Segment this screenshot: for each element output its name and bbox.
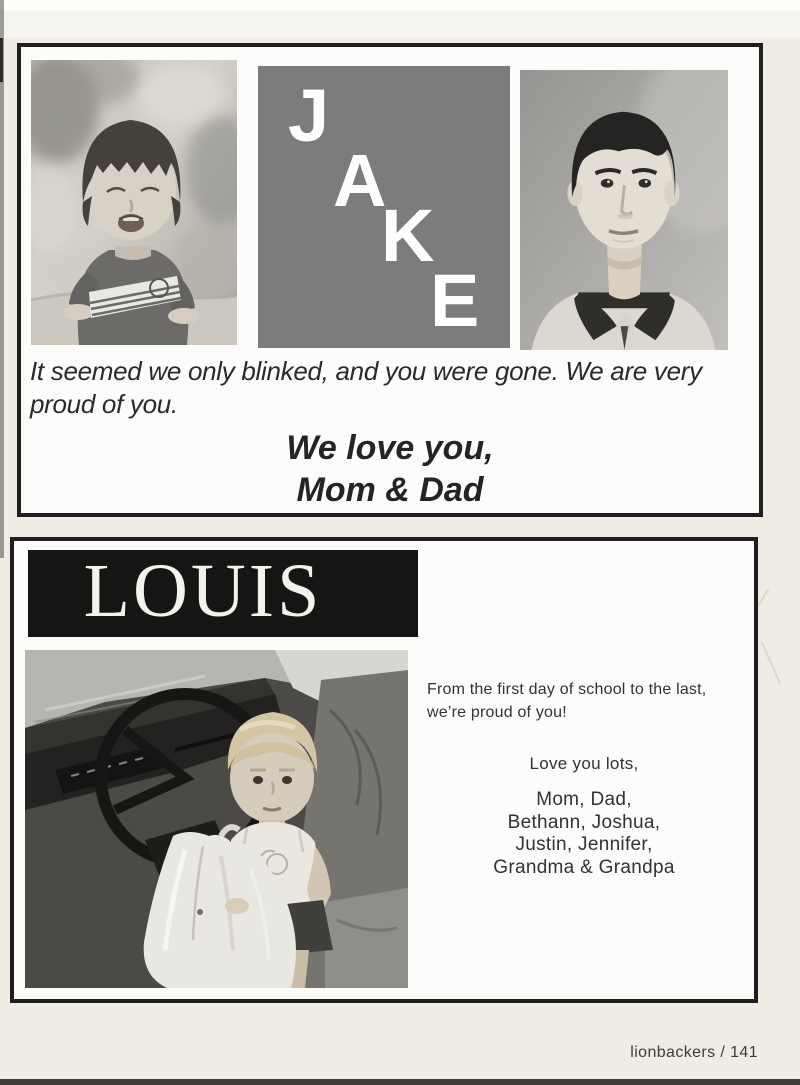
louis-text-block <box>419 678 749 879</box>
jake-closing-line-2: Mom & Dad <box>296 471 484 509</box>
jake-baby-photo <box>31 60 237 345</box>
jake-letter-j: J <box>288 74 330 157</box>
jake-name-box <box>258 66 510 348</box>
jake-closing <box>21 427 759 511</box>
jake-message-line-2: proud of you. <box>30 389 178 419</box>
scan-artifact-scratch <box>761 642 782 685</box>
louis-salutation: Love you lots, <box>529 754 639 773</box>
jake-letter-e: E <box>430 259 480 342</box>
louis-car-photo-illustration <box>25 650 408 988</box>
louis-message <box>419 678 749 724</box>
jake-senior-photo <box>520 70 728 350</box>
louis-name-banner <box>28 550 418 637</box>
jake-letter-a: A <box>333 139 387 222</box>
scan-artifact-top-strip <box>0 0 800 11</box>
jake-message <box>30 355 754 421</box>
scan-artifact-bottom-edge <box>0 1079 800 1085</box>
louis-family-line-2: Bethann, Joshua, <box>507 811 661 833</box>
louis-family-line-1: Mom, Dad, <box>536 789 632 810</box>
louis-car-photo <box>25 650 408 988</box>
louis-ad-frame <box>10 537 758 1003</box>
jake-letter-k: K <box>381 194 435 277</box>
louis-message-line-1: From the first day of school to the last, <box>427 681 707 698</box>
scan-artifact-left-notch <box>0 38 3 82</box>
jake-baby-photo-illustration <box>31 60 237 345</box>
louis-family-names <box>419 789 749 879</box>
page-footer: lionbackers / 141 <box>630 1044 758 1061</box>
jake-message-line-1: It seemed we only blinked, and you were gone. We are very <box>30 356 702 386</box>
louis-family-line-4: Grandma & Grandpa <box>493 856 675 878</box>
jake-ad-frame <box>17 43 763 517</box>
jake-closing-line-1: We love you, <box>286 429 494 467</box>
louis-message-line-2: we’re proud of you! <box>427 704 567 721</box>
louis-family-line-3: Justin, Jennifer, <box>515 834 653 855</box>
louis-name-text: LOUIS <box>83 548 323 633</box>
scan-artifact-left-edge <box>0 0 4 558</box>
jake-senior-photo-illustration <box>520 70 728 350</box>
